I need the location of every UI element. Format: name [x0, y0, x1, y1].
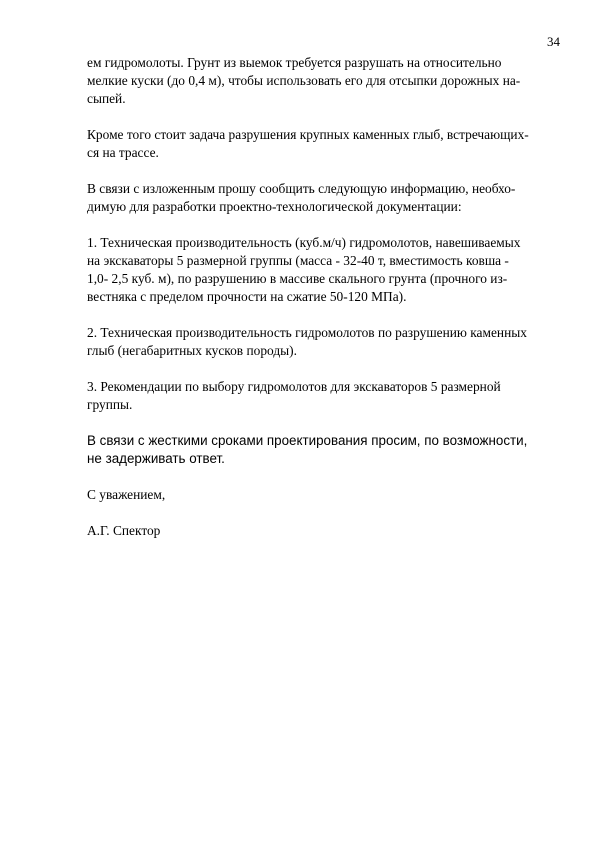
text-line: 3. Рекомендации по выбору гидромолотов для экскаваторов 5 размерной — [87, 379, 501, 394]
text-line: сыпей. — [87, 91, 126, 106]
text-line: В связи с жесткими сроками проектирования просим, по возможности, — [87, 433, 528, 448]
signature-name — [87, 522, 579, 540]
page-number: 34 — [547, 34, 560, 49]
paragraph-deadline — [87, 432, 579, 468]
text-line: ем гидромолоты. Грунт из выемок требуется разрушать на относительно — [87, 55, 502, 70]
text-line: мелкие куски (до 0,4 м), чтобы использовать его для отсыпки дорожных на- — [87, 73, 521, 88]
text-line: С уважением, — [87, 487, 166, 502]
text-line: 1,0- 2,5 куб. м), по разрушению в массиве скального грунта (прочного из- — [87, 271, 508, 286]
text-line: вестняка с пределом прочности на сжатие 50-120 МПа). — [87, 289, 407, 304]
text-line: группы. — [87, 397, 133, 412]
paragraph-item-1 — [87, 234, 579, 306]
closing-salutation — [87, 486, 579, 504]
paragraph-item-3 — [87, 378, 579, 414]
paragraph-request — [87, 180, 579, 216]
paragraph-item-2 — [87, 324, 579, 360]
text-line: А.Г. Спектор — [87, 523, 161, 538]
paragraph-boulders — [87, 126, 579, 162]
text-line: на экскаваторы 5 размерной группы (масса - 32-40 т, вместимость ковша - — [87, 253, 509, 268]
text-line: глыб (негабаритных кусков породы). — [87, 343, 297, 358]
text-line: В связи с изложенным прошу сообщить следующую информацию, необхо- — [87, 181, 516, 196]
text-line: 1. Техническая производительность (куб.м/ч) гидромолотов, навешиваемых — [87, 235, 521, 250]
letter-body — [87, 54, 579, 558]
text-line: не задерживать ответ. — [87, 451, 225, 466]
text-line: ся на трассе. — [87, 145, 159, 160]
text-line: Кроме того стоит задача разрушения крупных каменных глыб, встречающих- — [87, 127, 529, 142]
text-line: димую для разработки проектно-технологической документации: — [87, 199, 462, 214]
paragraph-excavation-intro — [87, 54, 579, 108]
text-line: 2. Техническая производительность гидромолотов по разрушению каменных — [87, 325, 527, 340]
